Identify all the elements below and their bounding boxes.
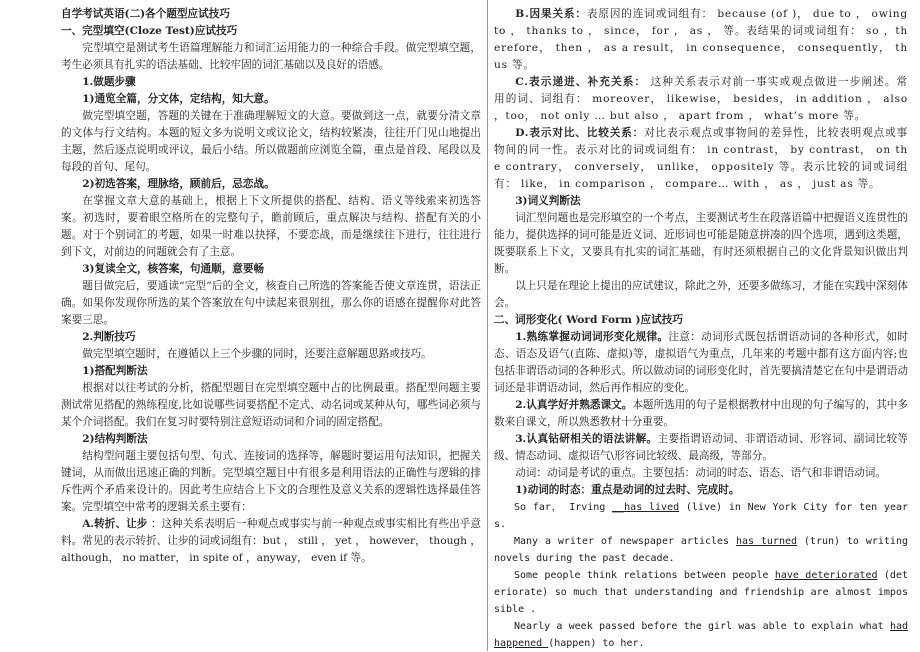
paragraph: 词汇型问题也是完形填空的一个考点，主要测试考生在段落语篇中把握语义连贯性的能力，提供选择的词可能是近义词、近形词也可能是随意拼凑的四个选项，遇到这类题，既要联系上下文，又要具有扎实的词汇基础，有时还须根据自己的文化背景知识做出判断。 (494, 212, 908, 275)
paragraph: 以上只是在理论上提出的应试建议，除此之外，还要多做练习，才能在实践中深刻体会。 (494, 280, 908, 309)
paragraph: 做完型填空题，答题的关键在于准确理解短文的大意。要做到这一点，就要分清文章的文体与行文结构。本题的短文多为说明文或议论文，结构较紧凑，往往开门见山地提出主题，然后逐点说明或评议，最后小结。所以做题前应浏览全篇，重点是首段、尾段以及每段的首句、尾句。 (61, 110, 481, 173)
right-column (494, 6, 908, 652)
left-column (61, 6, 481, 567)
subheading: 2)初选答案，理脉络，顾前后，忌恋战。 (82, 178, 275, 190)
paragraph: 根据对以往考试的分析，搭配型题目在完型填空题中占的比例最重。搭配型问题主要测试常见搭配的熟练程度,比如说哪些词要搭配不定式、动名词或某种从句，哪些词必须与某个介词搭配。我们在复习时要特别注意短语动词和介词的固定搭配。 (61, 382, 481, 428)
paragraph: A.转折、让步 ：这种关系表明后一种观点或事实与前一种观点或事实相比有些出乎意料。常见的表示转折、让步的词或词组有：but ， still ， yet ， however， though ， although， no matter， in spite of ，anyway， even if 等。 (61, 518, 481, 564)
paragraph: 在掌握文章大意的基础上，根据上下文所提供的搭配、结构、语义等线索来初选答案。初选时，要着眼空格所在的完整句子，瞻前顾后，重点解决与结构、搭配有关的小题。对于个别词汇的考题，如果一时难以抉择，不要恋战，而是继续往下进行，往往进行到下文，对前边的问题就会有了主意。 (61, 195, 481, 258)
subheading: 1)通览全篇，分文体，定结构，知大意。 (82, 93, 275, 105)
paragraph: B.因果关系：表原因的连词或词组有： because (of )， due to ， owing to ， thanks to ， since， for ， as ， 等。表结果的词或词组有： so ，therefore， then ， as a result， in consequence， consequently， thus 等。 (494, 8, 908, 71)
subheading: 1.做题步骤 (82, 76, 136, 88)
paragraph: D.表示对比、比较关系：对比表示观点或事物间的差异性，比较表明观点或事物间的同一性。表示对比的词或词组有： in contrast， by contrast， on the contrary， conversely， unlike， oppositely 等。表示比较的词或词组有： like， in comparison ， compare… with ， as ， just as 等。 (494, 127, 908, 190)
paragraph: Some people think relations between people have deteriorated (deteriorate) so much that understanding and friendship are almost impossible . (494, 570, 908, 615)
subheading: 3)复读全文，核答案，句通顺，意要畅 (82, 263, 265, 275)
paragraph: So far， Irving __has lived (live) in New York City for ten years. (494, 502, 908, 530)
paragraph: C.表示递进、补充关系： 这种关系表示对前一事实或观点做进一步阐述。常用的词、词组有： moreover， likewise， besides， in addition ， also ，too， not only … but also ， apart from ， what’s more 等。 (494, 76, 908, 122)
paragraph: 2.认真学好并熟悉课文。本题所选用的句子是根据教材中出现的句子编写的，其中多数来自课文，所以熟悉教材十分重要。 (494, 399, 909, 428)
subheading: 1)动词的时态：重点是动词的过去时、完成时。 (515, 484, 740, 496)
paragraph: 完型填空是测试考生语篇理解能力和词汇运用能力的一种综合手段。做完型填空题，考生必须具有扎实的语法基础、比较牢固的词汇基础以及良好的语感。 (61, 42, 481, 71)
paragraph: 1.熟练掌握动词词形变化规律。注意：动词形式既包括谓语动词的各种形式，如时态、语态及语气(直陈、虚拟)等，虚拟语气为重点，几年来的考题中都有这方面内容;也包括非谓语动词的各种形式。所以做动词的词形变化时，首先要搞清楚它在句中是谓语动词还是非谓语动词，然后再作相应的变化。 (494, 331, 909, 394)
subheading: 3)词义判断法 (515, 195, 581, 207)
paragraph: 结构型问题主要包括句型、句式、连接词的选择等，解题时要运用句法知识，把握关键词，从而做出迅速正确的判断。完型填空题目中有很多是利用语法的正确性与逻辑的排斥性两个矛盾来设计的。因此考生应结合上下文的合理性及意义关系的逻辑性选择最佳答案。完型填空中常考的逻辑关系主要有： (61, 450, 481, 513)
section-heading: 一、完型填空(Cloze Test)应试技巧 (61, 25, 238, 37)
subheading: 1)搭配判断法 (82, 365, 148, 377)
paragraph: Many a writer of newspaper articles has turned (trun) to writing novels during the past decade. (494, 536, 908, 564)
column-divider (487, 0, 488, 651)
subheading: 2)结构判断法 (82, 433, 148, 445)
paragraph: Nearly a week passed before the girl was able to explain what had happened (happen) to her. (494, 621, 908, 649)
paragraph: 做完型填空题时，在遵循以上三个步骤的同时，还要注意解题思路或技巧。 (82, 348, 432, 360)
section-heading: 二、词形变化( Word Form )应试技巧 (494, 314, 683, 326)
paragraph: 3.认真钻研相关的语法讲解。主要指谓语动词、非谓语动词、形容词、副词比较等级、情态动词、虚拟语气\形容词比较级、最高级，等部分。 (494, 433, 909, 462)
paragraph: 动词：动词是考试的重点。主要包括：动词的时态、语态、语气和非谓语动词。 (515, 467, 886, 479)
paragraph: 题目做完后，要通读“完型”后的全文，核查自己所选的答案能否使文章连贯，语法正确。如果你发现你所选的某个答案放在句中读起来很别扭，那么你的语感在提醒你对此答案要三思。 (61, 280, 481, 326)
section-heading: 自学考试英语(二)各个题型应试技巧 (61, 8, 230, 20)
subheading: 2.判断技巧 (82, 331, 136, 343)
